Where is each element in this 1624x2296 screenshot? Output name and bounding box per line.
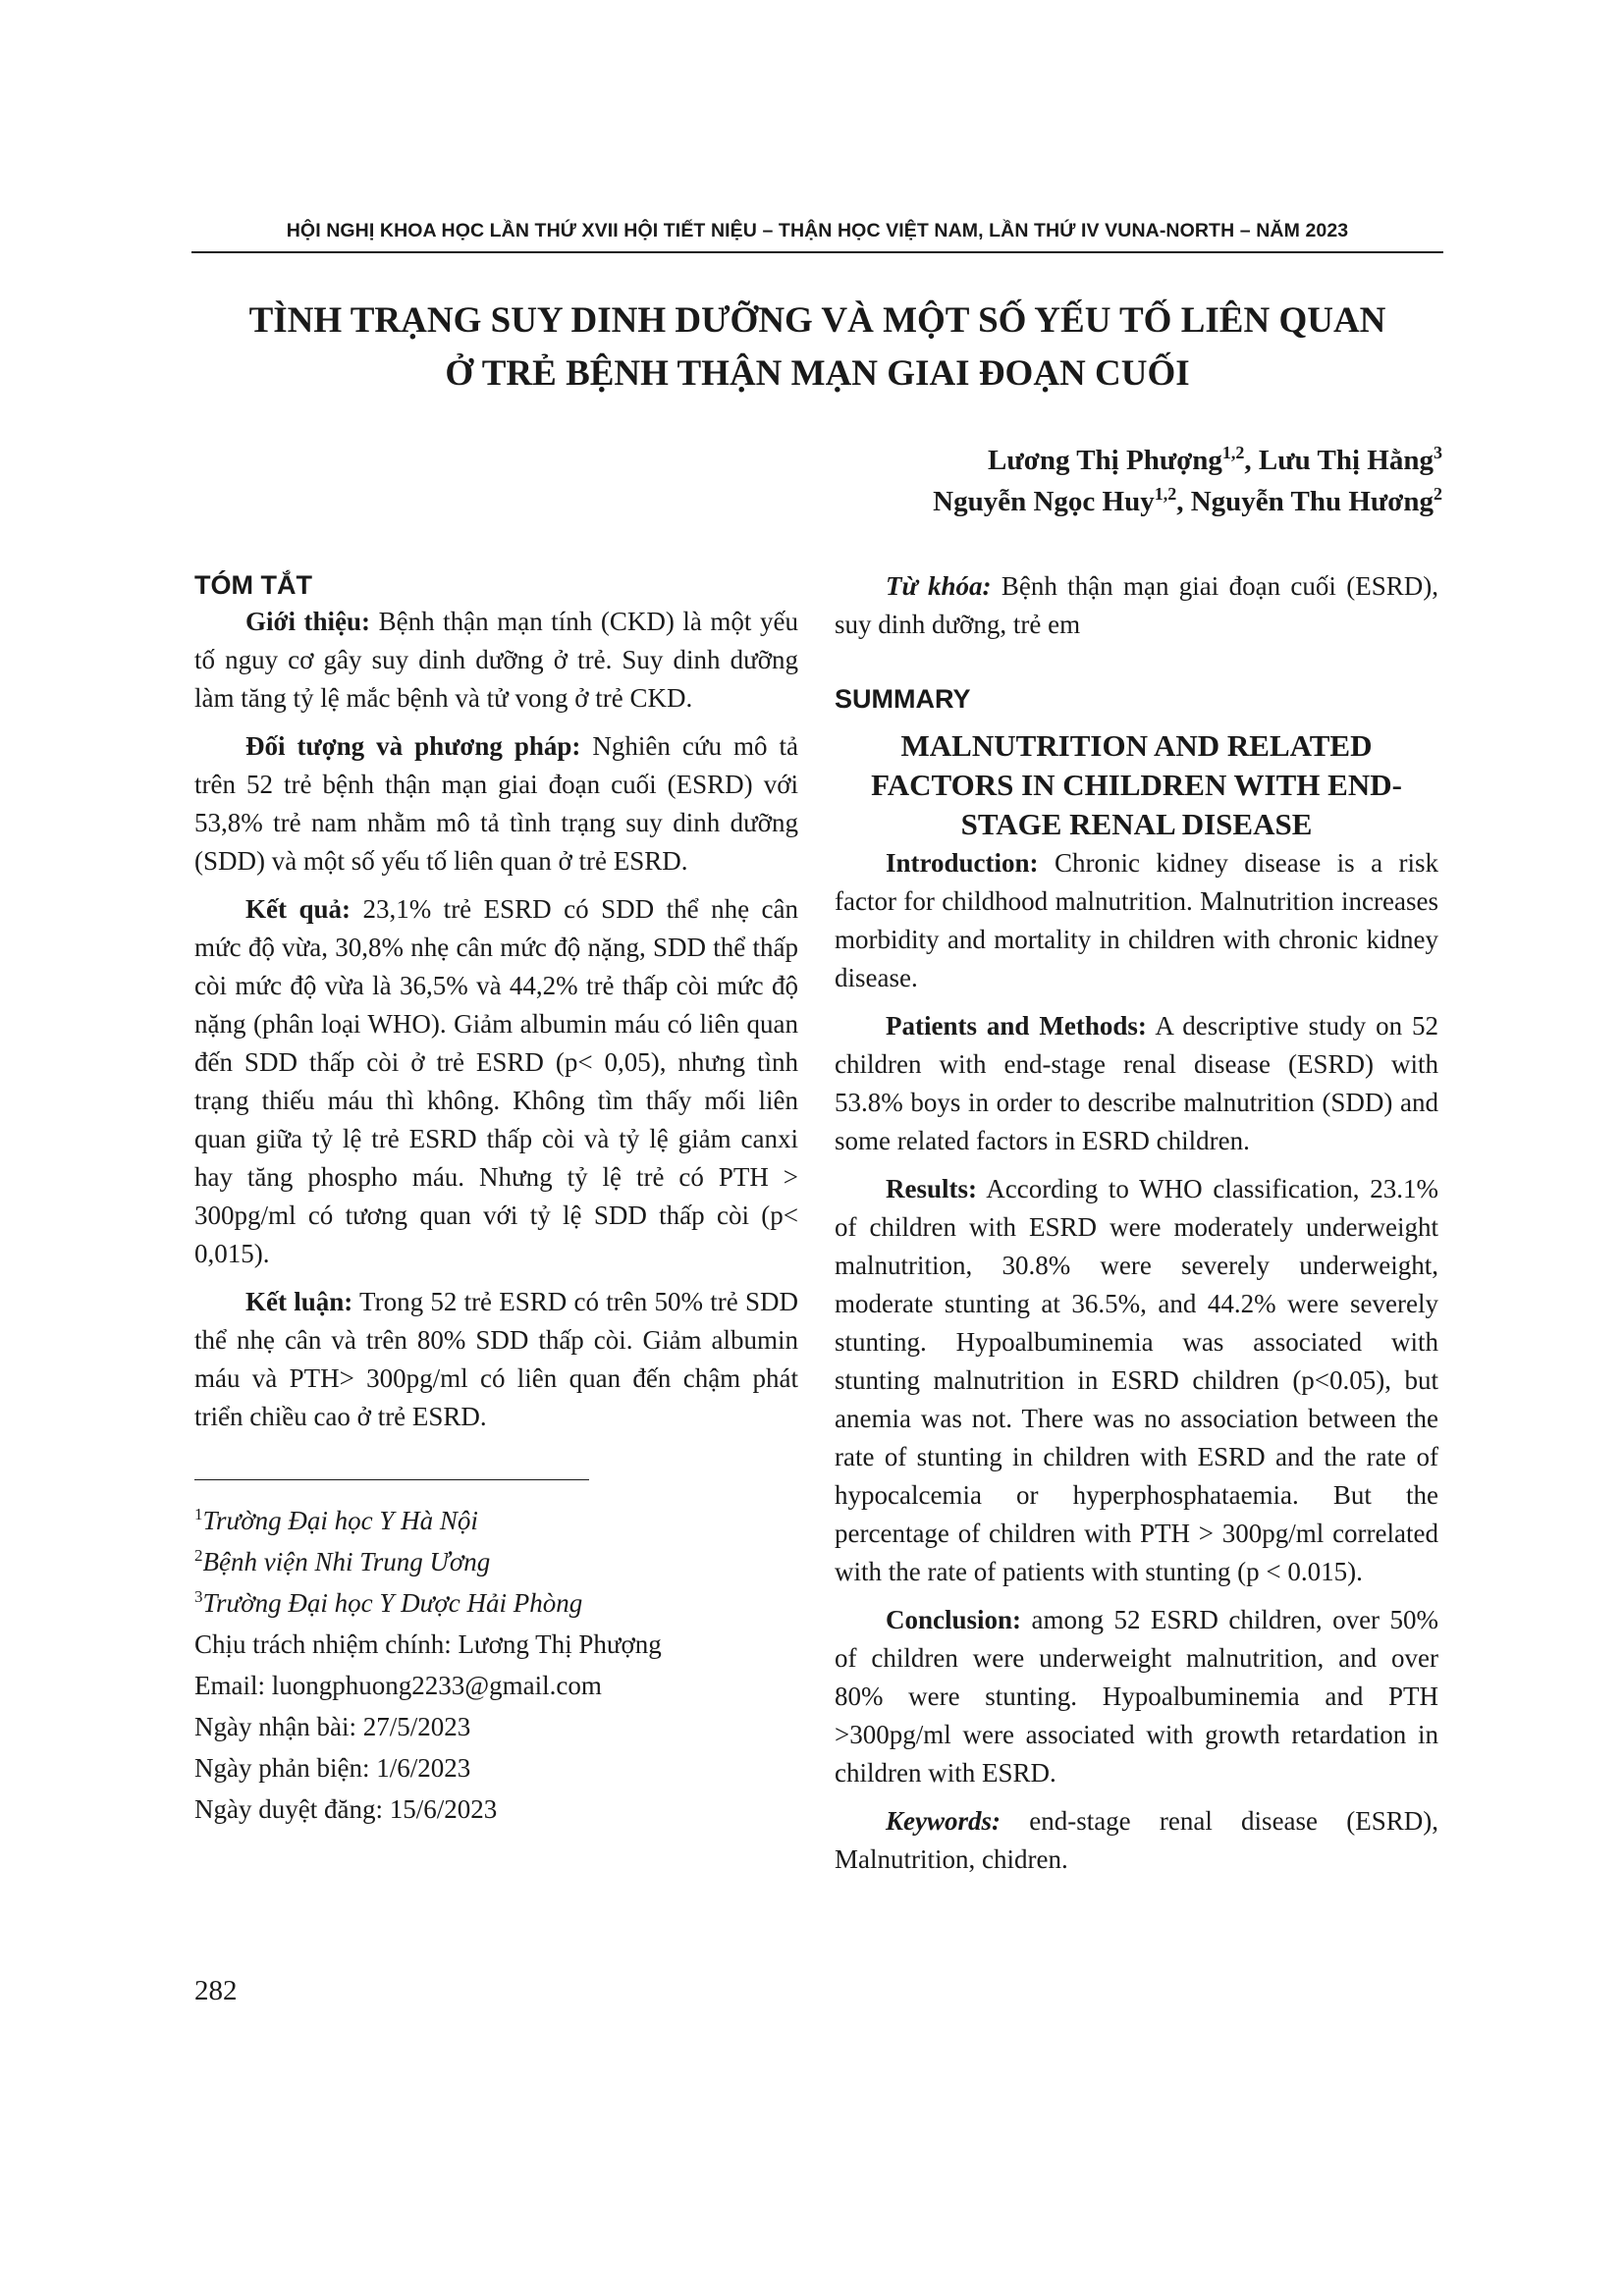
intro-label: Giới thiệu: bbox=[245, 607, 371, 636]
methods-text: Nghiên cứu mô tả trên 52 trẻ bệnh thận mạn giai đoạn cuối (ESRD) với 53,8% trẻ nam nhằm mô tả tình trạng suy dinh dưỡng (SDD) và một số yếu tố liên quan ở trẻ ESRD. bbox=[194, 731, 798, 876]
summary-results-paragraph bbox=[835, 1170, 1438, 1591]
summary-title bbox=[835, 726, 1438, 844]
author-affiliation-sup: 2 bbox=[1434, 484, 1442, 504]
summary-keywords-text: end-stage renal disease (ESRD), Malnutrition, chidren. bbox=[835, 1806, 1438, 1874]
affiliation-2 bbox=[194, 1541, 798, 1582]
running-header: HỘI NGHỊ KHOA HỌC LẦN THỨ XVII HỘI TIẾT NIỆU – THẬN HỌC VIỆT NAM, LẦN THỨ IV VUNA-NORTH – NĂM 2023 bbox=[286, 220, 1349, 241]
reviewed-date: Ngày phản biện: 1/6/2023 bbox=[194, 1753, 471, 1783]
summary-results-label: Results: bbox=[886, 1174, 977, 1203]
summary-keywords-paragraph bbox=[835, 1802, 1438, 1879]
summary-heading: SUMMARY bbox=[835, 684, 971, 714]
affiliation-sup: 3 bbox=[194, 1587, 203, 1606]
email-line: Email: luongphuong2233@gmail.com bbox=[194, 1671, 602, 1700]
summary-title-line-1: MALNUTRITION AND RELATED bbox=[900, 728, 1373, 763]
methods-label: Đối tượng và phương pháp: bbox=[245, 731, 581, 761]
conclusion-text: Trong 52 trẻ ESRD có trên 50% trẻ SDD thể nhẹ cân và trên 80% SDD thấp còi. Giảm albumin máu và PTH> 300pg/ml có liên quan đến chậm phát triển chiều cao ở trẻ ESRD. bbox=[194, 1287, 798, 1431]
author-name: Nguyễn Thu Hương bbox=[1190, 486, 1434, 517]
title-line-1: TÌNH TRẠNG SUY DINH DƯỠNG VÀ MỘT SỐ YẾU TỐ LIÊN QUAN bbox=[248, 300, 1386, 341]
page-number: 282 bbox=[194, 1975, 238, 2006]
summary-methods-paragraph bbox=[835, 1007, 1438, 1160]
vn-keywords-text: Bệnh thận mạn giai đoạn cuối (ESRD), suy dinh dưỡng, trẻ em bbox=[835, 571, 1438, 639]
affiliation-text: Trường Đại học Y Dược Hải Phòng bbox=[202, 1588, 583, 1618]
vn-keywords-paragraph bbox=[835, 567, 1438, 644]
summary-conclusion-text: among 52 ESRD children, over 50% of children were underweight malnutrition, and over 80% were stunting. Hypoalbuminemia and PTH >300pg/ml were associated with growth retardation in children with ESRD. bbox=[835, 1605, 1438, 1788]
corresponding-author: Chịu trách nhiệm chính: Lương Thị Phượng bbox=[194, 1629, 662, 1659]
summary-intro-paragraph bbox=[835, 844, 1438, 997]
summary-intro-text: Chronic kidney disease is a risk factor for childhood malnutrition. Malnutrition increases morbidity and mortality in children with chronic kidney disease. bbox=[835, 848, 1438, 992]
affiliation-sup: 1 bbox=[194, 1505, 203, 1523]
header-rule bbox=[191, 251, 1443, 253]
affiliation-text: Trường Đại học Y Hà Nội bbox=[202, 1506, 478, 1535]
authors-line-2: Nguyễn Ngọc Huy$^{1,2}$, Nguyễn Thu Hương$^2$ bbox=[933, 484, 1442, 517]
author-affiliation-sup: 3 bbox=[1434, 443, 1442, 462]
title-line-2: Ở TRẺ BỆNH THẬN MẠN GIAI ĐOẠN CUỐI bbox=[445, 353, 1190, 394]
authors-line-1: Lương Thị Phượng$^{1,2}$, Lưu Thị Hằng$^3$ bbox=[988, 443, 1442, 476]
summary-conclusion-paragraph bbox=[835, 1601, 1438, 1792]
affiliation-3 bbox=[194, 1582, 798, 1624]
accepted-date: Ngày duyệt đăng: 15/6/2023 bbox=[194, 1794, 498, 1824]
footnote-rule bbox=[194, 1479, 589, 1480]
abstract-intro-paragraph bbox=[194, 603, 798, 718]
abstract-methods-paragraph bbox=[194, 727, 798, 881]
abstract-results-paragraph bbox=[194, 890, 798, 1273]
summary-methods-text: A descriptive study on 52 children with end-stage renal disease (ESRD) with 53.8% boys in order to describe malnutrition (SDD) and some related factors in ESRD children. bbox=[835, 1011, 1439, 1155]
results-label: Kết quả: bbox=[245, 894, 351, 924]
summary-results-text: According to WHO classification, 23.1% of children with ESRD were moderately underweight malnutrition, 30.8% were severely underweight, moderate stunting at 36.5%, and 44.2% were severely stunting. Hypoalbuminemia was associated with stunting malnutrition in ESRD children (p<0.05), but anemia was not. There was no association between the rate of stunting in children with ESRD and the rate of hypocalcemia or hyperphosphataemia. But the percentage of children with PTH > 300pg/ml correlated with the rate of patients with stunting (p < 0.015). bbox=[835, 1174, 1438, 1586]
author-affiliation-sup: 1,2 bbox=[1154, 484, 1177, 504]
summary-intro-label: Introduction: bbox=[886, 848, 1039, 878]
vn-keywords-label: Từ khóa: bbox=[886, 571, 992, 601]
abstract-conclusion-paragraph bbox=[194, 1283, 798, 1436]
summary-keywords-label: Keywords: bbox=[886, 1806, 1001, 1836]
summary-title-line-3: STAGE RENAL DISEASE bbox=[960, 807, 1313, 841]
left-column bbox=[194, 567, 798, 1830]
received-date: Ngày nhận bài: 27/5/2023 bbox=[194, 1712, 471, 1741]
author-name: Lưu Thị Hằng bbox=[1258, 445, 1434, 476]
summary-methods-label: Patients and Methods: bbox=[886, 1011, 1147, 1041]
author-name: Lương Thị Phượng bbox=[988, 445, 1222, 476]
author-list bbox=[933, 440, 1442, 522]
affiliation-sup: 2 bbox=[194, 1546, 203, 1565]
summary-title-line-2: FACTORS IN CHILDREN WITH END- bbox=[871, 768, 1402, 802]
intro-text: Bệnh thận mạn tính (CKD) là một yếu tố nguy cơ gây suy dinh dưỡng ở trẻ. Suy dinh dưỡng làm tăng tỷ lệ mắc bệnh và tử vong ở trẻ CKD. bbox=[194, 607, 798, 713]
article-title bbox=[191, 294, 1443, 400]
results-text: 23,1% trẻ ESRD có SDD thể nhẹ cân mức độ vừa, 30,8% nhẹ cân mức độ nặng, SDD thể thấp còi mức độ vừa là 36,5% và 44,2% trẻ thấp còi mức độ nặng (phân loại WHO). Giảm albumin máu có liên quan đến SDD thấp còi ở trẻ ESRD (p< 0,05), nhưng tình trạng thiếu máu thì không. Không tìm thấy mối liên quan giữa tỷ lệ trẻ ESRD thấp còi và tỷ lệ giảm canxi hay tăng phospho máu. Nhưng tỷ lệ trẻ có PTH > 300pg/ml có tương quan với tỷ lệ SDD thấp còi (p< 0,015). bbox=[194, 894, 798, 1268]
conclusion-label: Kết luận: bbox=[245, 1287, 353, 1316]
author-name: Nguyễn Ngọc Huy bbox=[933, 486, 1155, 517]
affiliation-1 bbox=[194, 1500, 798, 1541]
author-affiliation-sup: 1,2 bbox=[1221, 443, 1245, 462]
affiliation-text: Bệnh viện Nhi Trung Ương bbox=[202, 1547, 491, 1576]
abstract-heading: TÓM TẮT bbox=[194, 570, 312, 600]
right-column bbox=[835, 567, 1438, 1879]
summary-conclusion-label: Conclusion: bbox=[886, 1605, 1022, 1634]
